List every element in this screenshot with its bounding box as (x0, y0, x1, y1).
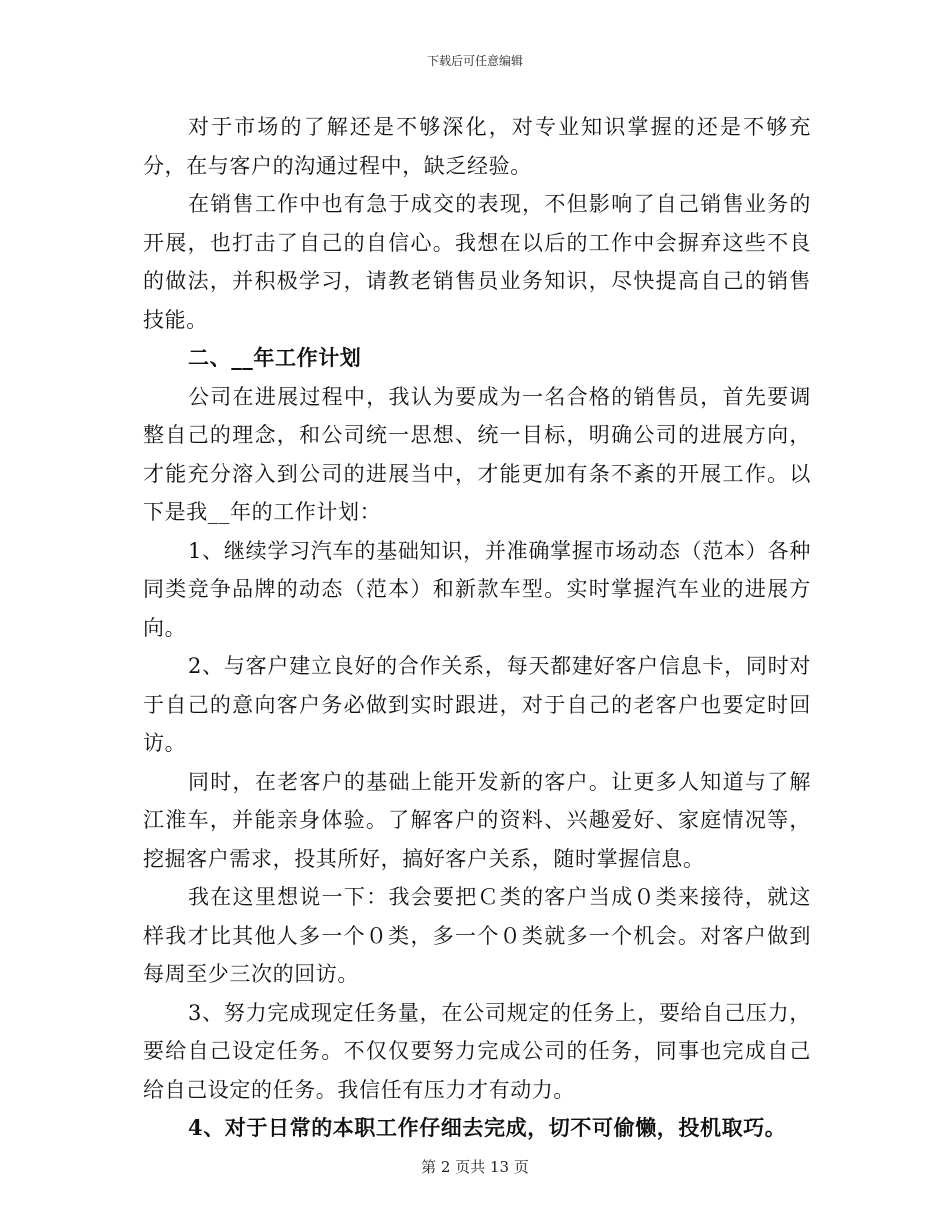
paragraph-plan-item-3: 3、努力完成现定任务量，在公司规定的任务上，要给自己压力，要给自己设定任务。不仅仅要努力完成公司的任务，同事也完成自己给自己设定的任务。我信任有压力才有动力。 (143, 1000, 811, 1102)
page-header: 下载后可任意编辑 (426, 54, 523, 68)
section-heading-work-plan: 二、__年工作计划 (188, 345, 362, 370)
paragraph-sales-reflection: 在销售工作中也有急于成交的表现，不但影响了自己销售业务的开展，也打击了自己的自信心。我想在以后的工作中会摒弃这些不良的做法，并积极学习，请教老销售员业务知识，尽快提高自己的销售技能。 (143, 192, 811, 332)
paragraph-market-understanding: 对于市场的了解还是不够深化，对专业知识掌握的还是不够充分，在与客户的沟通过程中，缺乏经验。 (143, 115, 811, 178)
paragraph-plan-item-4: 4、对于日常的本职工作仔细去完成，切不可偷懒，投机取巧。 (188, 1115, 787, 1140)
paragraph-plan-intro: 公司在进展过程中，我认为要成为一名合格的销售员，首先要调整自己的理念，和公司统一思想、统一目标，明确公司的进展方向，才能充分溶入到公司的进展当中，才能更加有条不紊的开展工作。以下是我__年的工作计划： (143, 384, 811, 524)
paragraph-new-customers: 同时，在老客户的基础上能开发新的客户。让更多人知道与了解江淮车，并能亲身体验。了解客户的资料、兴趣爱好、家庭情况等，挖掘客户需求，投其所好，搞好客户关系，随时掌握信息。 (143, 769, 811, 871)
page-footer: 第 2 页共 13 页 (421, 1158, 529, 1176)
paragraph-plan-item-2: 2、与客户建立良好的合作关系，每天都建好客户信息卡，同时对于自己的意向客户务必做到实时跟进，对于自己的老客户也要定时回访。 (143, 654, 811, 755)
paragraph-plan-item-1: 1、继续学习汽车的基础知识，并准确掌握市场动态（范本）各种同类竞争品牌的动态（范本）和新款车型。实时掌握汽车业的进展方向。 (143, 538, 811, 640)
paragraph-customer-classes: 我在这里想说一下：我会要把Ｃ类的客户当成０类来接待，就这样我才比其他人多一个０类，多一个０类就多一个机会。对客户做到每周至少三次的回访。 (143, 885, 811, 986)
document-body (143, 108, 811, 1148)
